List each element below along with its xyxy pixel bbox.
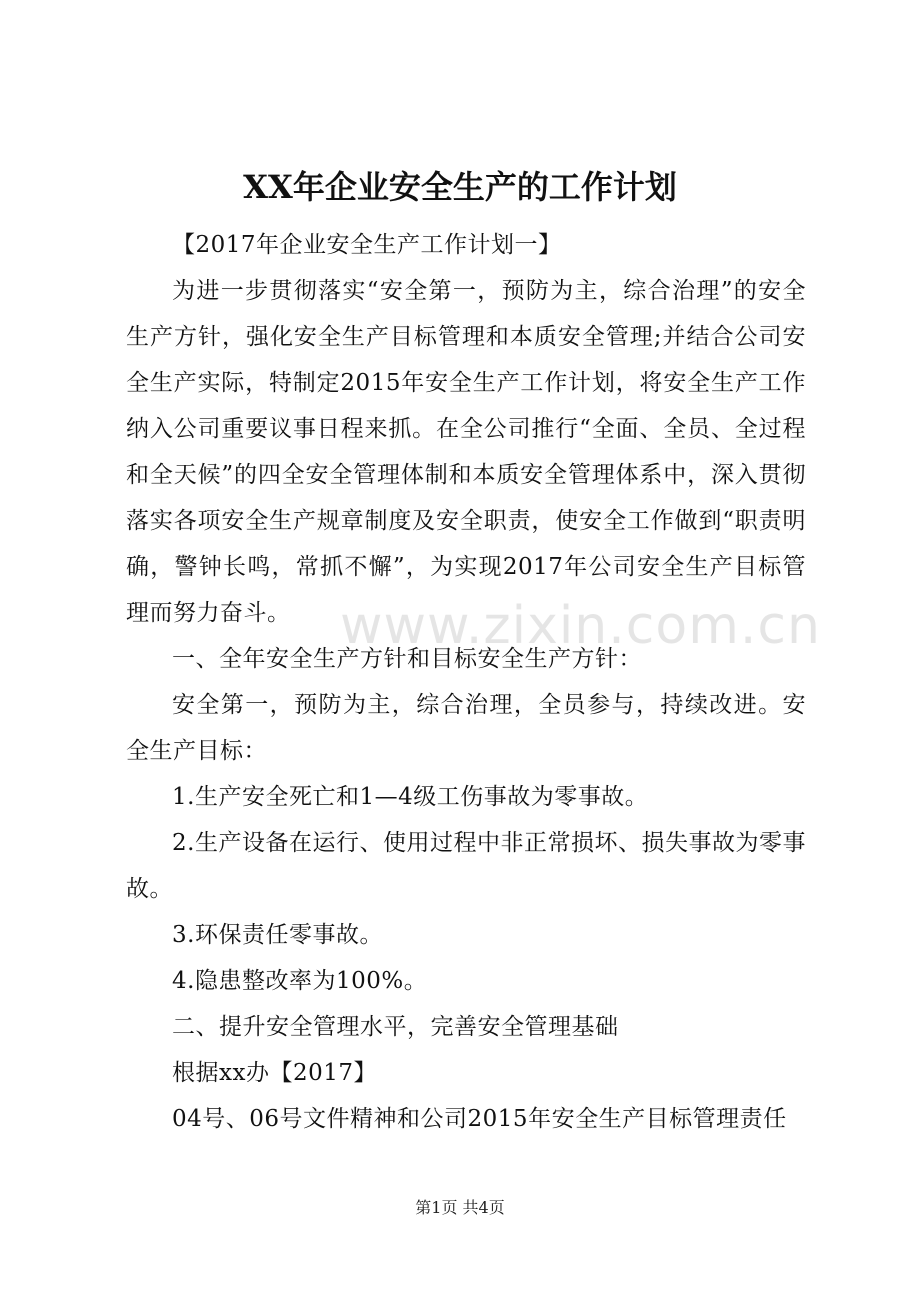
- paragraph-subtitle: 【2017年企业安全生产工作计划一】: [172, 232, 562, 258]
- paragraph-basis-continued: 04号、06号文件精神和公司2015年安全生产目标管理责任: [172, 1106, 787, 1132]
- paragraph-section-2-heading: 二、提升安全管理水平，完善安全管理基础: [172, 1014, 619, 1040]
- paragraph-goal-1: 1.生产安全死亡和1—4级工伤事故为零事故。: [172, 784, 649, 810]
- paragraph-basis: 根据xx办【2017】: [172, 1060, 377, 1086]
- paragraph-policy: 安全第一，预防为主，综合治理，全员参与，持续改进。安全生产目标：: [126, 692, 806, 764]
- paragraph-section-1-heading: 一、全年安全生产方针和目标安全生产方针：: [172, 646, 642, 672]
- paragraph-goal-2: 2.生产设备在运行、使用过程中非正常损坏、损失事故为零事故。: [126, 830, 806, 902]
- document-title: XX年企业安全生产的工作计划: [243, 168, 677, 206]
- document-body: [126, 222, 806, 1142]
- paragraph-intro: 为进一步贯彻落实“安全第一，预防为主，综合治理”的安全生产方针，强化安全生产目标管理和本质安全管理;并结合公司安全生产实际，特制定2015年安全生产工作计划，将安全生产工作纳入公司重要议事日程来抓。在全公司推行“全面、全员、全过程和全天候”的四全安全管理体制和本质安全管理体系中，深入贯彻落实各项安全生产规章制度及安全职责，使安全工作做到“职责明确，警钟长鸣，常抓不懈”，为实现2017年公司安全生产目标管理而努力奋斗。: [126, 278, 806, 626]
- page-footer: 第1页 共4页: [415, 1198, 505, 1217]
- watermark: www.zixin.com.cn: [340, 596, 821, 656]
- paragraph-goal-3: 3.环保责任零事故。: [172, 922, 383, 948]
- paragraph-goal-4: 4.隐患整改率为100%。: [172, 968, 428, 994]
